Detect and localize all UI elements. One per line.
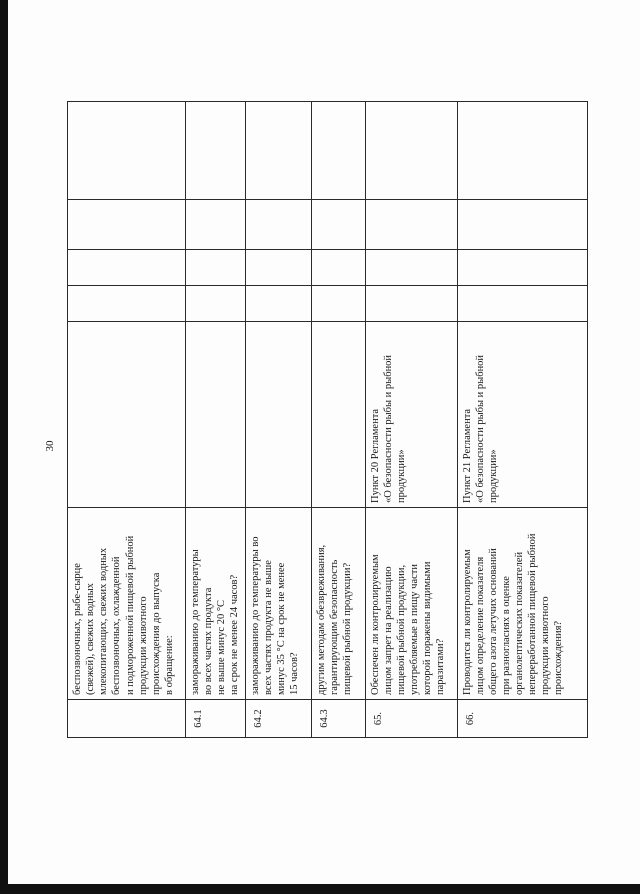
reference-cell [186,322,246,508]
empty-cell [365,250,457,286]
question-cell: другим методам обезвреживания, гарантирующим безопасность пищевой рыбной продукции? [311,508,365,700]
empty-cell [311,200,365,250]
empty-cell [311,102,365,200]
rotated-table-wrapper [67,102,583,738]
empty-cell [311,286,365,322]
empty-cell [457,200,587,250]
empty-cell [245,250,311,286]
empty-cell [311,250,365,286]
table-row [457,102,587,738]
empty-cell [365,286,457,322]
empty-cell [68,102,186,200]
empty-cell [186,250,246,286]
scan-border-left [0,0,8,894]
empty-cell [245,200,311,250]
row-number: 66. [457,700,587,738]
table-row [245,102,311,738]
reference-cell [311,322,365,508]
empty-cell [365,200,457,250]
row-number [68,700,186,738]
page-number: 30 [44,440,56,452]
empty-cell [186,200,246,250]
checklist-table [67,101,588,738]
empty-cell [457,102,587,200]
table-row [68,102,186,738]
reference-cell: Пункт 21 Регламента «О безопасности рыбы и рыбной продукции» [457,322,587,508]
empty-cell [68,200,186,250]
row-number: 64.1 [186,700,246,738]
table-row [186,102,246,738]
question-cell: беспозвоночных, рыбе-сырце (свежей), свежих водных млекопитающих, свежих водных беспозвоночных, охлажденной и подмороженной пищевой рыбной продукции животного происхождения до выпуска в обращение: [68,508,186,700]
question-cell: Проводится ли контролируемым лицом определение показателя общего азота летучих оснований при разногласиях в оценке органолептических показателей непереработанной пищевой рыбной продукции животного происхождения? [457,508,587,700]
row-number: 65. [365,700,457,738]
empty-cell [365,102,457,200]
question-cell: замораживанию до температуры во всех частях продукта не выше минус 20 °С на срок не менее 24 часов? [186,508,246,700]
empty-cell [186,286,246,322]
scan-border-bottom [0,884,640,894]
question-cell: Обеспечен ли контролируемым лицом запрет на реализацию пищевой рыбной продукции, употребляемые в пищу части которой поражены видимыми паразитами? [365,508,457,700]
table-row [311,102,365,738]
question-cell: замораживанию до температуры во всех частях продукта не выше минус 35 °С на срок не менее 15 часов? [245,508,311,700]
row-number: 64.2 [245,700,311,738]
reference-cell [245,322,311,508]
empty-cell [245,102,311,200]
empty-cell [245,286,311,322]
table-row [365,102,457,738]
empty-cell [457,250,587,286]
empty-cell [68,250,186,286]
empty-cell [457,286,587,322]
row-number: 64.3 [311,700,365,738]
empty-cell [68,286,186,322]
reference-cell [68,322,186,508]
empty-cell [186,102,246,200]
reference-cell: Пункт 20 Регламента «О безопасности рыбы и рыбной продукции» [365,322,457,508]
